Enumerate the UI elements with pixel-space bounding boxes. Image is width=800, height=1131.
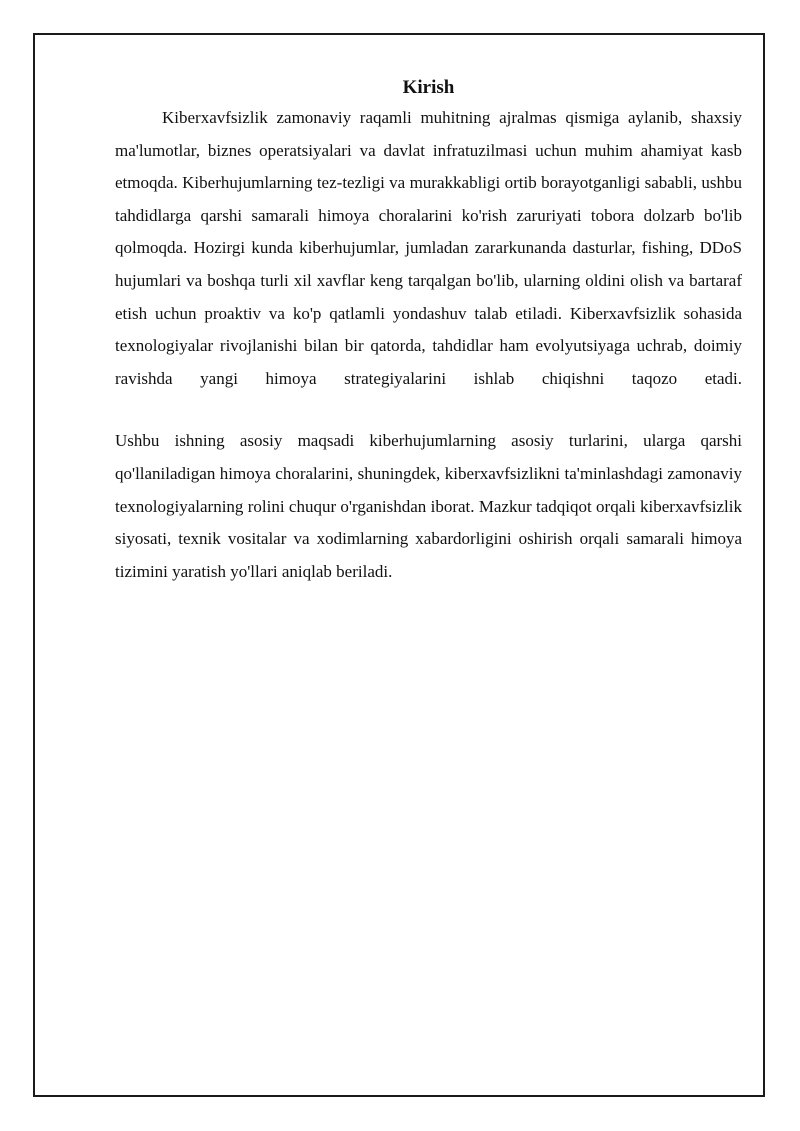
page-title: Kirish bbox=[402, 77, 455, 98]
paragraph-purpose: Ushbu ishning asosiy maqsadi kiberhujumlarning asosiy turlarini, ularga qarshi qo'llaniladigan himoya choralarini, shuningdek, kiberxavfsizlikni ta'minlashdagi zamonaviy texnologiyalarning rolini chuqur o'rganishdan iborat. Mazkur tadqiqot orqali kiberxavfsizlik siyosati, texnik vositalar va xodimlarning xabardorligini oshirish orqali samarali himoya tizimini yaratish yo'llari aniqlab beriladi. bbox=[115, 431, 742, 581]
paragraph-spacer bbox=[115, 395, 742, 425]
paragraph-intro: Kiberxavfsizlik zamonaviy raqamli muhitning ajralmas qismiga aylanib, shaxsiy ma'lumotlar, biznes operatsiyalari va davlat infratuzilmasi uchun muhim ahamiyat kasb etmoqda. Kiberhujumlarning tez-tezligi va murakkabligi ortib borayotganligi sababli, ushbu tahdidlarga qarshi samarali himoya choralarini ko'rish zaruriyati tobora dolzarb bo'lib qolmoqda. Hozirgi kunda kiberhujumlar, jumladan zararkunanda dasturlar, fishing, DDoS hujumlari va boshqa turli xil xavflar keng tarqalgan bo'lib, ularning oldini olish va bartaraf etish uchun proaktiv va ko'p qatlamli yondashuv talab etiladi. Kiberxavfsizlik sohasida texnologiyalar rivojlanishi bilan bir qatorda, tahdidlar ham evolyutsiyaga uchrab, doimiy ravishda yangi himoya strategiyalarini ishlab chiqishni taqozo etadi. bbox=[115, 108, 742, 388]
document-body bbox=[115, 74, 742, 588]
